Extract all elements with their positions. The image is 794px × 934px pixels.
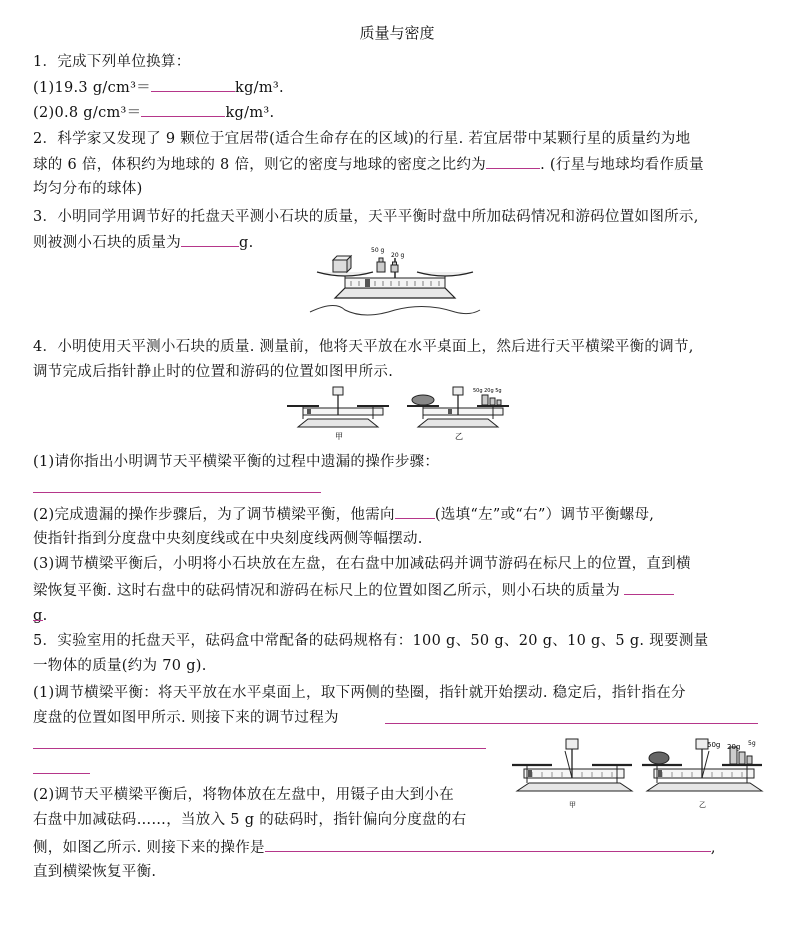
q5-part1-answer-line-2[interactable] [33, 748, 486, 749]
q5-part2-line2: 右盘中加减砝码……，当放入 5 g 的砝码时，指针偏向分度盘的右 [33, 812, 467, 828]
q4-figure-jia [287, 387, 389, 441]
q5-figure-jia [512, 739, 632, 809]
q5-line2: 一物体的质量(约为 70 g). [33, 658, 207, 674]
q4-label-yi: 乙 [455, 432, 463, 441]
q4-part3-answer-blank[interactable] [624, 580, 674, 595]
q5-part2-line4: 直到横梁恢复平衡. [33, 864, 157, 880]
q5-label-jia: 甲 [569, 801, 576, 809]
q1-a-answer-blank[interactable] [151, 77, 235, 92]
q2-answer-blank[interactable] [486, 154, 540, 169]
q4-part1-answer-line[interactable] [33, 492, 321, 493]
q4-line1: 4．小明使用天平测小石块的质量. 测量前，他将天平放在水平桌面上，然后进行天平横梁平衡的调节, [33, 339, 694, 355]
q2-line3: 均匀分布的球体) [33, 181, 143, 197]
q5-part1-answer-line-3[interactable] [33, 773, 90, 774]
q4-yi-weights-label: 50g 20g 5g [473, 388, 502, 394]
q4-label-jia: 甲 [335, 432, 343, 441]
q5-part2-answer-blank[interactable] [265, 837, 711, 852]
q2-line2: 球的 6 倍，体积约为地球的 8 倍，则它的密度与地球的密度之比约为 . (行星与地球均看作质量 [33, 154, 704, 175]
q5-label-yi: 乙 [699, 801, 706, 809]
q5-part2-line1: (2)调节天平横梁平衡后，将物体放在左盘中，用镊子由大到小在 [33, 787, 455, 803]
q5-part1-line1: (1)调节横梁平衡：将天平放在水平桌面上，取下两侧的垫圈，指针就开始摆动. 稳定后，指针指在分 [33, 685, 686, 701]
q4-part1: (1)请你指出小明调节天平横梁平衡的过程中遗漏的操作步骤： [33, 454, 440, 470]
q3-answer-blank[interactable] [181, 232, 239, 247]
q1-part-b: (2)0.8 g/cm³＝ kg/m³. [33, 102, 274, 123]
q1-part-a: (1)19.3 g/cm³＝ kg/m³. [33, 77, 284, 98]
q3-weight-label-20g: 20 g [391, 252, 405, 259]
q5-line1: 5．实验室用的托盘天平，砝码盒中常配备的砝码规格有：100 g、50 g、20 g、10 g、5 g. 现要测量 [33, 633, 709, 649]
q1-stem: 1．完成下列单位换算： [33, 54, 191, 70]
q5-part2-line3: 侧，如图乙所示. 则接下来的操作是 , [33, 837, 716, 858]
page-title: 质量与密度 [359, 24, 435, 42]
q4-part3-line3: g. [33, 608, 48, 624]
q4-part3-answer-line-end [33, 620, 43, 621]
q5-balance-figures [512, 733, 774, 813]
q4-part2-line1: (2)完成遗漏的操作步骤后，为了调节横梁平衡，他需向 (选填“左”或“右”）调节平衡螺母, [33, 504, 654, 525]
q4-part2-answer-blank[interactable] [395, 504, 435, 519]
q3-balance-figure [305, 240, 485, 320]
q4-balance-figures [283, 383, 523, 445]
q5-weight-label-5g: 5g [748, 740, 756, 747]
q4-part3-line2: 梁恢复平衡. 这时右盘中的砝码情况和游码在标尺上的位置如图乙所示，则小石块的质量为 [33, 580, 674, 601]
q5-weight-label-20g: 20g [727, 743, 741, 751]
q4-part2-line2: 使指针指到分度盘中央刻度线或在中央刻度线两侧等幅摆动. [33, 531, 423, 547]
q4-figure-yi [407, 387, 509, 441]
q3-line2: 则被测小石块的质量为 g. [33, 232, 254, 253]
q2-line1: 2．科学家又发现了 9 颗位于宜居带(适合生命存在的区域)的行星. 若宜居带中某颗行星的质量约为地 [33, 131, 691, 147]
q5-part1-line2: 度盘的位置如图甲所示. 则接下来的调节过程为 [33, 710, 339, 726]
q4-part3-line1: (3)调节横梁平衡后，小明将小石块放在左盘，在右盘中加减砝码并调节游码在标尺上的位置，直到横 [33, 556, 691, 572]
q1-b-answer-blank[interactable] [141, 102, 225, 117]
q5-part1-answer-line-1[interactable] [385, 723, 758, 724]
q5-figure-yi [642, 739, 762, 809]
q3-weight-label-50g: 50 g [371, 247, 385, 254]
q5-weight-label-50g: 50g [707, 741, 721, 749]
q3-line1: 3．小明同学用调节好的托盘天平测小石块的质量，天平平衡时盘中所加砝码情况和游码位置如图所示, [33, 209, 699, 225]
q4-line2: 调节完成后指针静止时的位置和游码的位置如图甲所示. [33, 364, 394, 380]
